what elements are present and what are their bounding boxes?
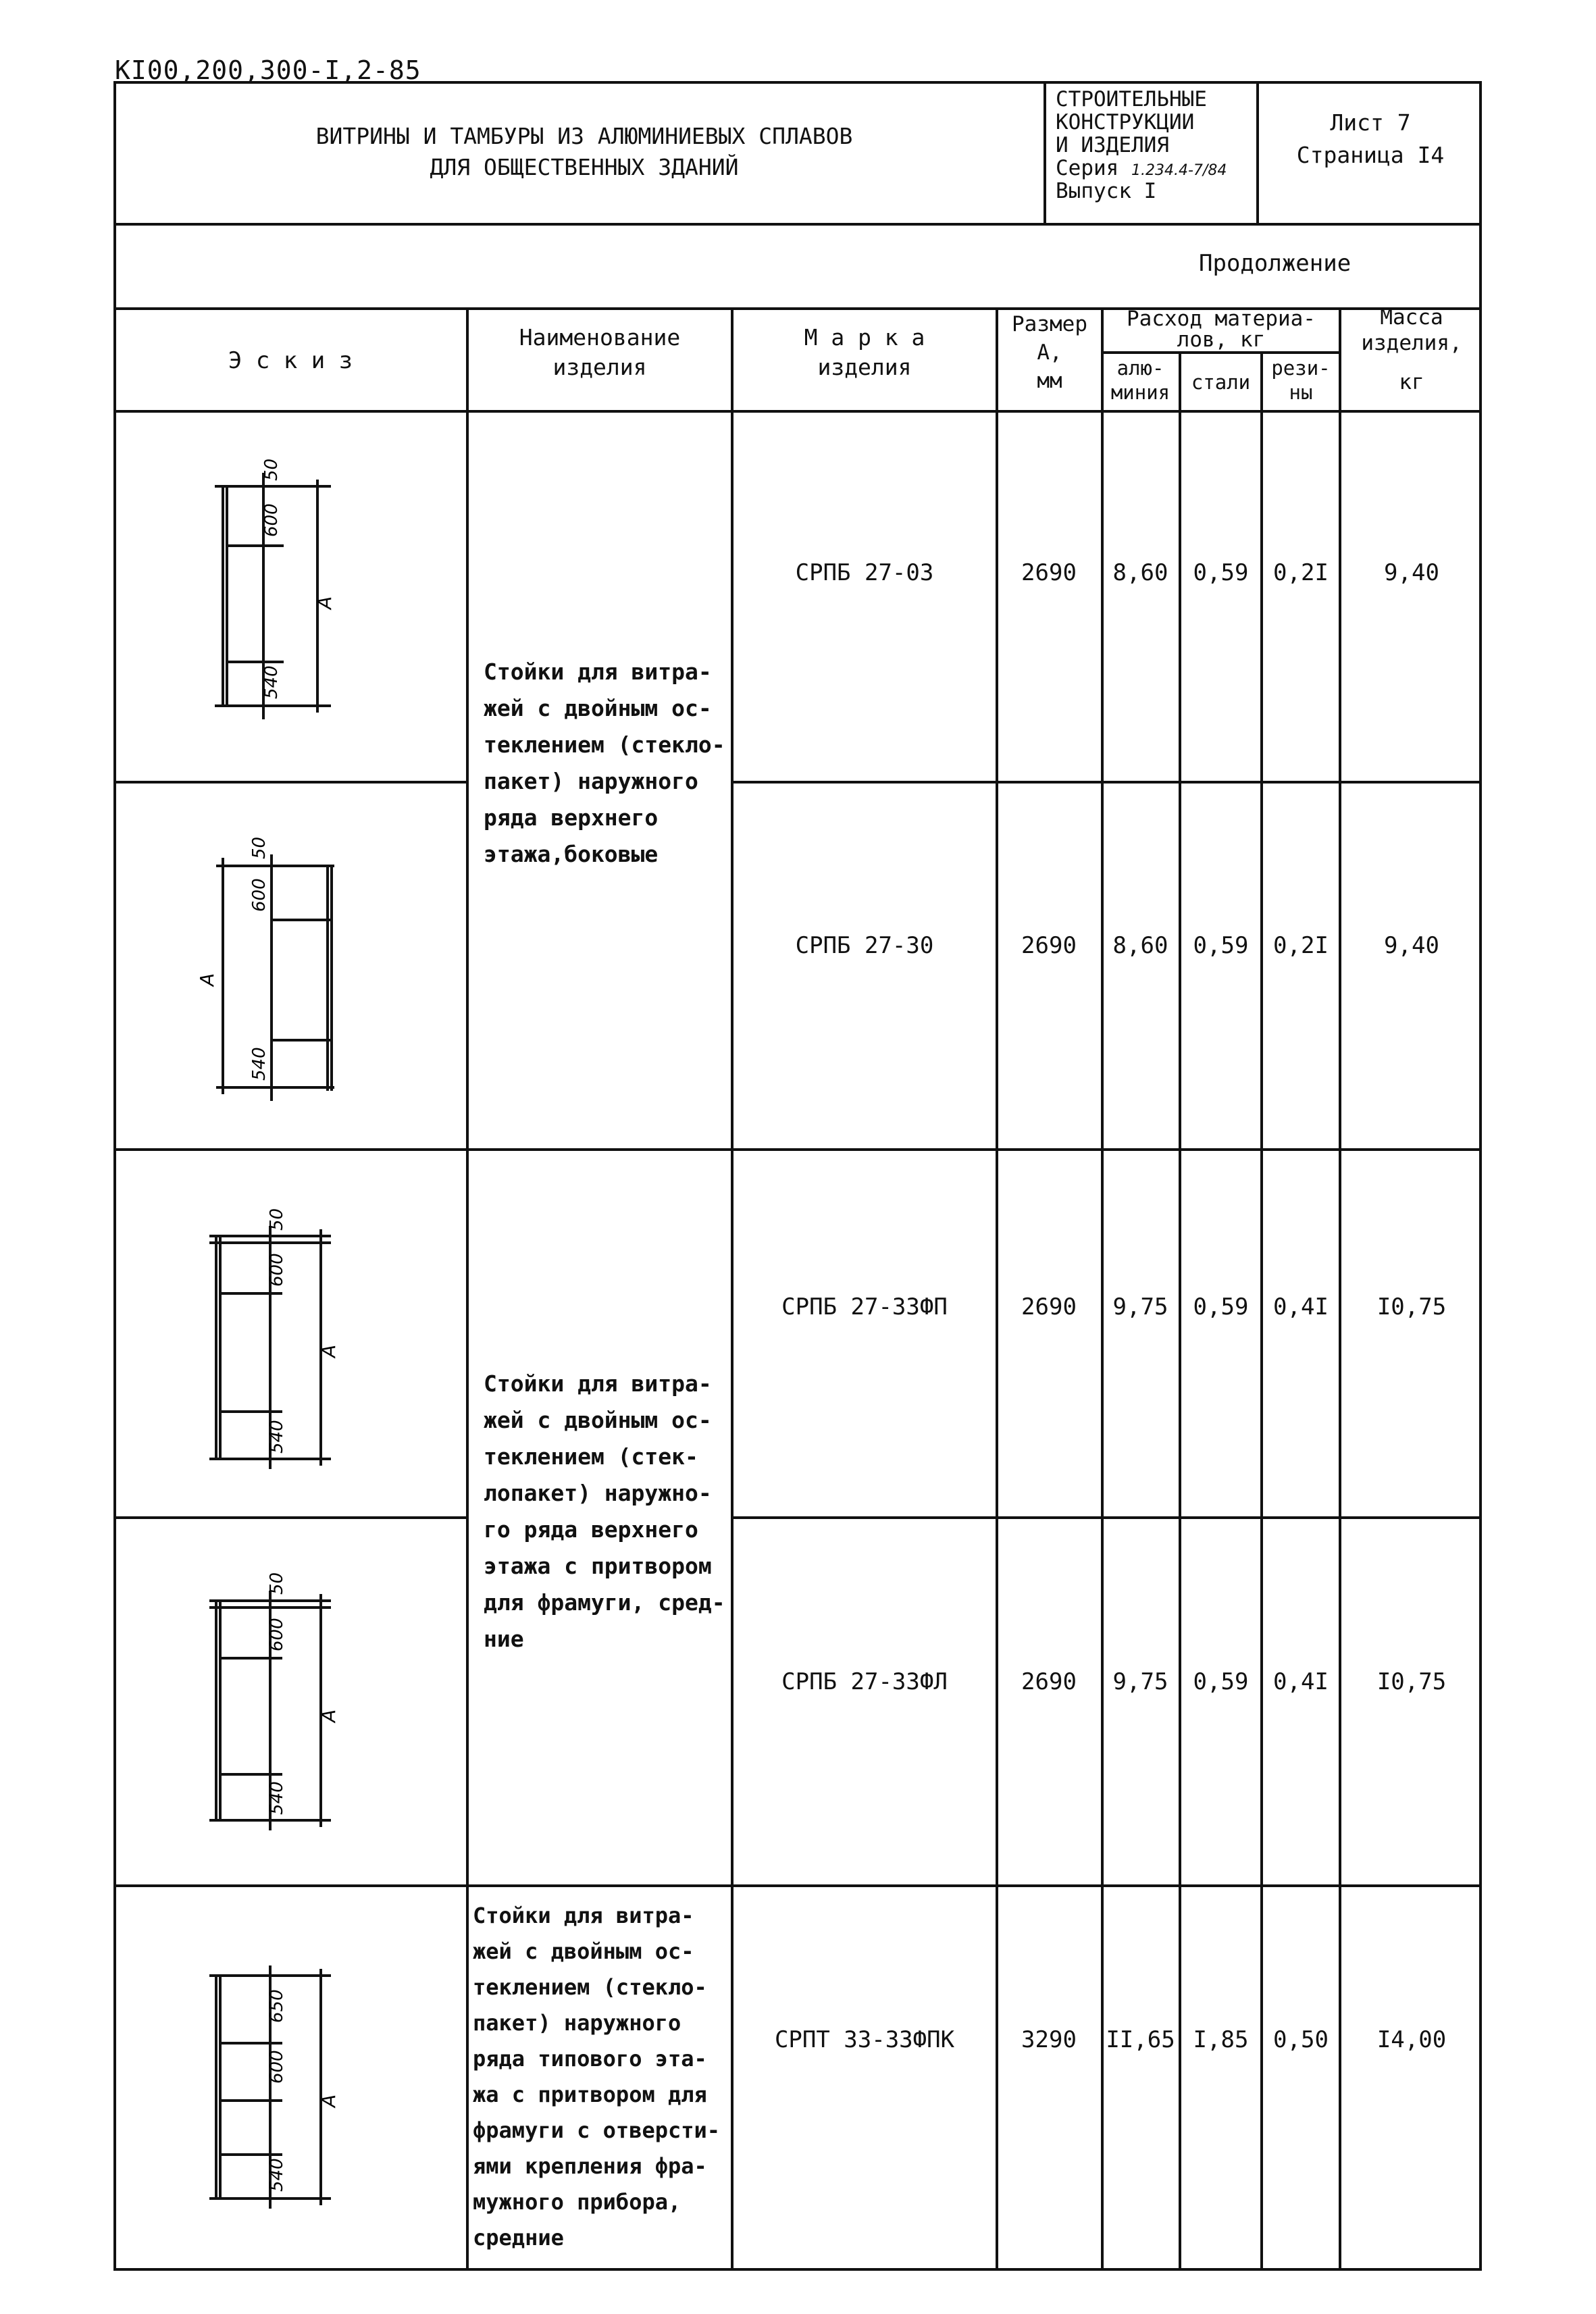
header-size-line-1: Размер xyxy=(1012,312,1087,336)
steel-value: 0,59 xyxy=(1193,559,1249,586)
column-line-size xyxy=(1101,307,1104,2271)
sketch-row-3 xyxy=(196,1189,358,1479)
dim-a: A xyxy=(317,1344,340,1358)
product-mark: СРПБ 27-33ФП xyxy=(781,1293,948,1320)
product-name-group-2: Стойки для витра- жей с двойным ос- теклением (стек- лопакет) наружно- го ряда верхнего этажа с притвором для фрамуги, сред- ние xyxy=(484,1370,725,1652)
header-mark-line-2: изделия xyxy=(817,354,912,380)
column-line-mark xyxy=(996,307,998,2271)
column-line-rubber xyxy=(1339,307,1341,2271)
dim-bottom: 540 xyxy=(267,2158,287,2192)
dim-bottom: 540 xyxy=(267,1420,287,1454)
header-consumption-line-1: Расход материа- xyxy=(1127,307,1316,331)
series-label-text: Серия xyxy=(1056,156,1119,180)
issue-number: Выпуск I xyxy=(1056,179,1157,203)
header-bottom-line xyxy=(113,410,1482,413)
category-line-3: И ИЗДЕЛИЯ xyxy=(1056,133,1169,157)
product-mark: СРПБ 27-03 xyxy=(795,559,934,586)
mass-value: 9,40 xyxy=(1384,932,1439,959)
dim-top: 50 xyxy=(267,1208,287,1231)
row-line-3-right xyxy=(731,1516,1482,1519)
sketch-row-2 xyxy=(196,817,358,1108)
dim-bottom: 540 xyxy=(267,1781,287,1815)
size-value: 2690 xyxy=(1021,1293,1077,1320)
aluminium-value: II,65 xyxy=(1106,2026,1175,2053)
row-line-1-right xyxy=(731,781,1482,783)
row-line-4 xyxy=(113,1884,1482,1887)
dim-top: 50 xyxy=(261,458,282,481)
steel-value: 0,59 xyxy=(1193,1668,1249,1695)
series-value: 1.234.4-7/84 xyxy=(1131,162,1227,179)
product-mark: СРПТ 33-33ФПК xyxy=(774,2026,955,2053)
header-mark-line-1: М а р к а xyxy=(804,324,925,351)
header-size-line-3: мм xyxy=(1037,369,1062,393)
aluminium-value: 8,60 xyxy=(1112,559,1168,586)
header-aluminium-line-2: миния xyxy=(1110,381,1170,404)
header-rubber-line-2: ны xyxy=(1289,381,1313,404)
dim-a: A xyxy=(313,596,336,609)
rubber-value: 0,2I xyxy=(1273,932,1329,959)
sketch-row-4 xyxy=(196,1557,358,1841)
product-name-group-3: Стойки для витра- жей с двойным ос- теклением (стекло- пакет) наружного ряда типового эта- жа с притвором для фрамуги с отверсти- ями крепления фра- мужного прибора, средние xyxy=(473,1903,721,2251)
column-line-sketch xyxy=(466,307,469,2271)
title-block-bottom-line xyxy=(113,223,1482,226)
category-line-2: КОНСТРУКЦИИ xyxy=(1056,110,1195,134)
dim-upper: 600 xyxy=(261,503,282,537)
dim-upper: 600 xyxy=(249,878,269,912)
dim-a: A xyxy=(196,973,218,986)
size-value: 3290 xyxy=(1021,2026,1077,2053)
size-value: 2690 xyxy=(1021,932,1077,959)
row-line-3-left xyxy=(113,1516,467,1519)
title-block-divider-1 xyxy=(1044,81,1046,224)
steel-value: 0,59 xyxy=(1193,1293,1249,1320)
size-value: 2690 xyxy=(1021,559,1077,586)
dim-a: A xyxy=(317,1709,340,1722)
header-mass-line-3: кг xyxy=(1399,370,1424,394)
dim-bottom: 540 xyxy=(249,1047,269,1081)
product-mark: СРПБ 27-30 xyxy=(795,932,934,959)
mass-value: 9,40 xyxy=(1384,559,1439,586)
mass-value: I0,75 xyxy=(1376,1668,1447,1695)
rubber-value: 0,50 xyxy=(1273,2026,1329,2053)
dim-upper: 600 xyxy=(267,1253,287,1287)
dim-top: 50 xyxy=(267,1572,287,1595)
aluminium-value: 9,75 xyxy=(1112,1293,1168,1320)
document-code: КI00,200,300-I,2-85 xyxy=(115,55,421,85)
header-sketch: Э с к и з xyxy=(228,347,353,374)
header-steel: стали xyxy=(1191,371,1251,394)
header-rubber-line-1: рези- xyxy=(1271,357,1331,380)
size-value: 2690 xyxy=(1021,1668,1077,1695)
dim-top: 50 xyxy=(249,836,269,859)
dim-bottom: 540 xyxy=(261,665,282,699)
mass-value: I0,75 xyxy=(1376,1293,1447,1320)
header-mass-line-1: Масса xyxy=(1380,305,1443,330)
header-size-line-2: А, xyxy=(1037,340,1062,365)
sketch-row-5 xyxy=(196,1915,358,2212)
column-line-name xyxy=(731,307,733,2271)
category-line-1: СТРОИТЕЛЬНЫЕ xyxy=(1056,87,1207,111)
header-name-line-2: изделия xyxy=(552,354,647,380)
sheet-number: Лист 7 xyxy=(1330,109,1411,136)
steel-value: 0,59 xyxy=(1193,932,1249,959)
header-aluminium-line-1: алю- xyxy=(1116,357,1164,380)
document-title-line-1: ВИТРИНЫ И ТАМБУРЫ ИЗ АЛЮМИНИЕВЫХ СПЛАВОВ xyxy=(315,123,853,149)
dim-upper: 600 xyxy=(267,2050,287,2084)
rubber-value: 0,2I xyxy=(1273,559,1329,586)
steel-value: I,85 xyxy=(1193,2026,1249,2053)
rubber-value: 0,4I xyxy=(1273,1668,1329,1695)
sketch-row-1 xyxy=(196,432,358,723)
page-number: Страница I4 xyxy=(1296,142,1445,168)
header-mass-line-2: изделия, xyxy=(1361,331,1462,355)
mass-value: I4,00 xyxy=(1376,2026,1447,2053)
document-title-line-2: ДЛЯ ОБЩЕСТВЕННЫХ ЗДАНИЙ xyxy=(430,154,739,180)
product-name-group-1: Стойки для витра- жей с двойным ос- теклением (стекло- пакет) наружного ряда верхнего этажа,боковые xyxy=(484,659,725,867)
dim-top: 650 xyxy=(267,1989,287,2023)
aluminium-value: 8,60 xyxy=(1112,932,1168,959)
dim-upper: 600 xyxy=(267,1618,287,1651)
row-line-2 xyxy=(113,1148,1482,1151)
product-mark: СРПБ 27-33ФЛ xyxy=(781,1668,948,1695)
header-name-line-1: Наименование xyxy=(519,324,681,351)
continuation-label: Продолжение xyxy=(1199,250,1352,277)
aluminium-value: 9,75 xyxy=(1112,1668,1168,1695)
dim-a: A xyxy=(317,2094,340,2107)
rubber-value: 0,4I xyxy=(1273,1293,1329,1320)
row-line-1-left xyxy=(113,781,467,783)
header-consumption-line-2: лов, кг xyxy=(1177,328,1266,352)
